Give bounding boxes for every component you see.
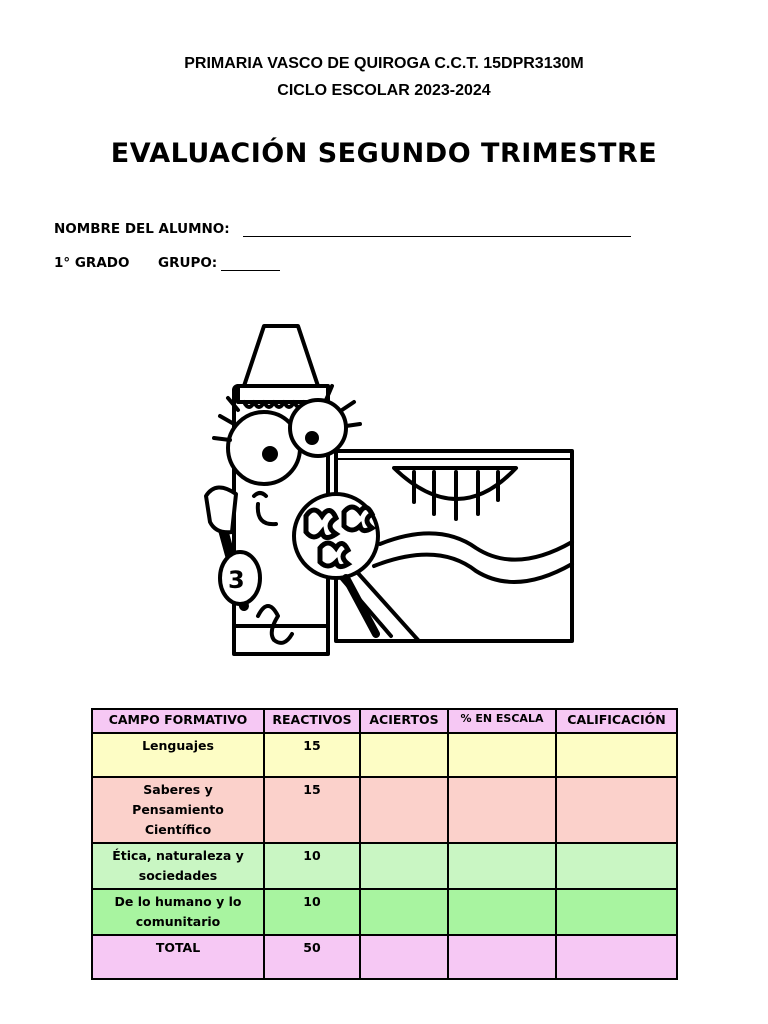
table-row [92, 733, 677, 777]
table-total-row [92, 935, 677, 979]
header-escala: % EN ESCALA [448, 709, 556, 733]
school-name: PRIMARIA VASCO DE QUIROGA C.C.T. 15DPR3130M [184, 55, 584, 72]
escala-cell[interactable] [448, 889, 556, 935]
group-label: GRUPO: [158, 255, 218, 271]
school-header [0, 50, 768, 104]
escala-cell[interactable] [448, 935, 556, 979]
escala-cell[interactable] [448, 733, 556, 777]
table-row [92, 889, 677, 935]
reactivos-cell: 15 [264, 777, 360, 843]
right-pupil [305, 431, 319, 445]
school-cycle: CICLO ESCOLAR 2023-2024 [277, 82, 491, 99]
escala-cell[interactable] [448, 843, 556, 889]
campo-line2: comunitario [135, 914, 221, 929]
header-aciertos: ACIERTOS [360, 709, 448, 733]
header-campo: CAMPO FORMATIVO [92, 709, 264, 733]
campo-line1: TOTAL [155, 940, 201, 955]
reactivos-cell: 10 [264, 889, 360, 935]
crayon-bottom-band [234, 626, 328, 654]
calificacion-cell[interactable] [556, 889, 677, 935]
campo-cell [92, 935, 264, 979]
escala-cell[interactable] [448, 777, 556, 843]
grade-label: 1° GRADO [54, 255, 130, 271]
aciertos-cell[interactable] [360, 843, 448, 889]
crayon-illustration [186, 316, 586, 666]
calificacion-cell[interactable] [556, 733, 677, 777]
page-title: EVALUACIÓN SEGUNDO TRIMESTRE [110, 138, 658, 169]
calificacion-cell[interactable] [556, 777, 677, 843]
grades-table [91, 708, 678, 980]
calificacion-cell[interactable] [556, 935, 677, 979]
crayon-tip [244, 326, 318, 386]
campo-cell [92, 889, 264, 935]
aciertos-cell[interactable] [360, 889, 448, 935]
crayon-number: 3 [228, 566, 245, 594]
aciertos-cell[interactable] [360, 935, 448, 979]
aciertos-cell[interactable] [360, 777, 448, 843]
campo-line1: Ética, naturaleza y [112, 848, 244, 863]
left-pupil [262, 446, 278, 462]
campo-line2: Científico [144, 822, 212, 837]
group-line[interactable] [221, 256, 280, 271]
reactivos-cell: 15 [264, 733, 360, 777]
aciertos-cell[interactable] [360, 733, 448, 777]
calificacion-cell[interactable] [556, 843, 677, 889]
campo-line1: De lo humano y lo [114, 894, 242, 909]
reactivos-cell: 50 [264, 935, 360, 979]
reactivos-cell: 10 [264, 843, 360, 889]
campo-cell [92, 843, 264, 889]
campo-line1: Lenguajes [142, 738, 214, 753]
campo-cell [92, 733, 264, 777]
table-header-row [92, 709, 677, 733]
crayon-right-eye [290, 400, 346, 456]
campo-cell [92, 777, 264, 843]
student-name-label: NOMBRE DEL ALUMNO: [54, 221, 230, 237]
table-row [92, 777, 677, 843]
brush-head [206, 487, 236, 532]
campo-line2: sociedades [138, 868, 218, 883]
table-row [92, 843, 677, 889]
header-calificacion: CALIFICACIÓN [556, 709, 677, 733]
campo-line1: Saberes y Pensamiento [132, 782, 224, 817]
header-reactivos: REACTIVOS [264, 709, 360, 733]
student-name-line[interactable] [243, 222, 631, 237]
